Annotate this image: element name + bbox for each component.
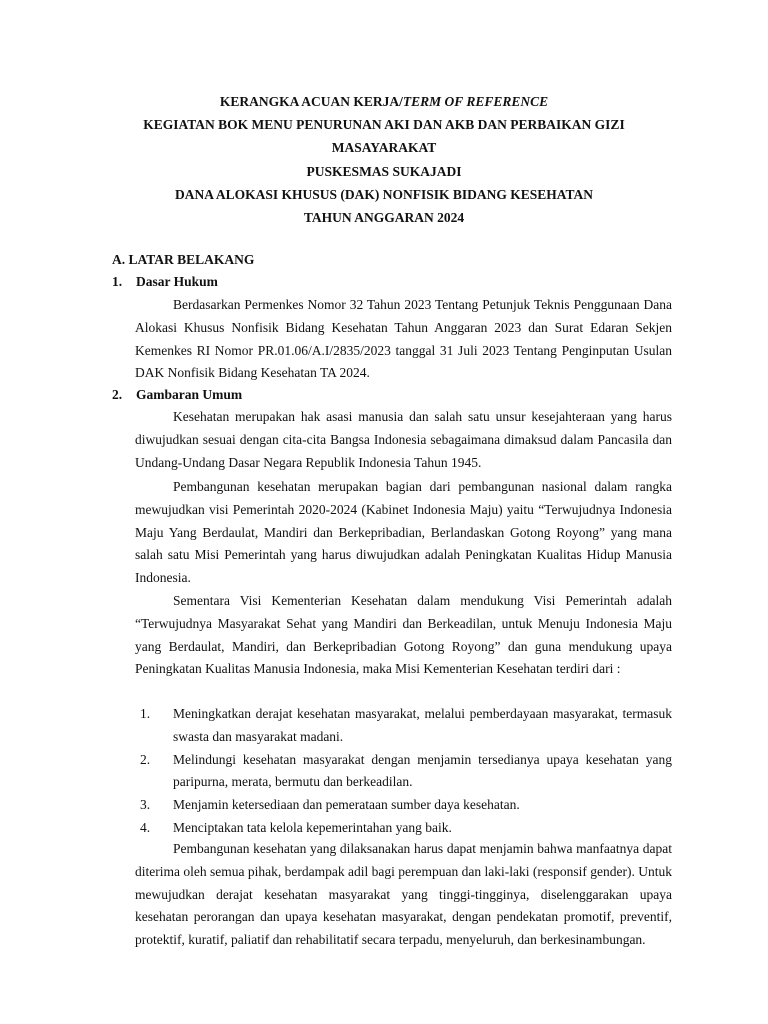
document-title <box>0 90 768 229</box>
gambaran-umum-heading <box>112 385 242 405</box>
gambaran-umum-closing-paragraph: Pembangunan kesehatan yang dilaksanakan harus dapat menjamin bahwa manfaatnya dapat diterima oleh semua pihak, berdampak adil bagi perempuan dan laki-laki (responsif gender). Untuk mewujudkan derajat kesehatan masyarakat yang tinggi-tingginya, diselenggarakan upaya kesehatan perorangan dan upaya kesehatan masyarakat, dengan pendekatan promotif, preventif, protektif, kuratif, paliatif dan rehabilitatif secara terpadu, menyeluruh, dan berkesinambungan. <box>135 841 672 948</box>
dasar-hukum-number: 1. <box>112 274 123 289</box>
list-item-number: 1. <box>140 706 151 721</box>
section-a-heading: A. LATAR BELAKANG <box>112 252 255 267</box>
list-item <box>135 749 672 795</box>
list-item <box>135 817 672 840</box>
list-item-number: 2. <box>140 751 151 767</box>
title-line-6: TAHUN ANGGARAN 2024 <box>303 210 465 226</box>
title-line-1 <box>0 90 768 113</box>
misi-list <box>135 703 672 840</box>
gambaran-umum-paragraph-2: Pembangunan kesehatan merupakan bagian dari pembangunan nasional dalam rangka mewujudkan visi Pemerintah 2020-2024 (Kabinet Indonesia Maju) yaitu “Terwujudnya Indonesia Maju Yang Berdaulat, Mandiri dan Berkepribadian, Berlandaskan Gotong Royong” yang mana salah satu Misi Pemerintah yang harus diwujudkan adalah Peningkatan Kualitas Hidup Manusia Indonesia. <box>135 479 672 586</box>
gambaran-umum-paragraph-1: Kesehatan merupakan hak asasi manusia dan salah satu unsur kesejahteraan yang harus diwujudkan sesuai dengan cita-cita Bangsa Indonesia sebagaimana dimaksud dalam Pancasila dan Undang-Undang Dasar Negara Republik Indonesia Tahun 1945. <box>135 409 672 470</box>
gambaran-umum-number: 2. <box>112 387 123 402</box>
list-item-text: Melindungi kesehatan masyarakat dengan menjamin tersedianya upaya kesehatan yang paripurna, merata, bermutu dan berkeadilan. <box>173 751 672 790</box>
title-line-5: DANA ALOKASI KHUSUS (DAK) NONFISIK BIDANG KESEHATAN <box>174 186 594 202</box>
gambaran-umum-paragraph-3: Sementara Visi Kementerian Kesehatan dalam mendukung Visi Pemerintah adalah “Terwujudnya Masyarakat Sehat yang Mandiri dan Berkeadilan, untuk Menuju Indonesia Maju yang Berdaulat, Mandiri, dan Berkepribadian Gotong Royong” dan guna mendukung upaya Peningkatan Kualitas Manusia Indonesia, maka Misi Kementerian Kesehatan terdiri dari : <box>135 593 672 677</box>
title-line-1-main: KERANGKA ACUAN KERJA/ <box>219 94 403 109</box>
list-item <box>135 794 672 817</box>
list-item-number: 3. <box>140 797 151 813</box>
list-item-text: Menciptakan tata kelola kepemerintahan yang baik. <box>173 819 452 835</box>
gambaran-umum-title: Gambaran Umum <box>136 387 243 402</box>
title-line-2: KEGIATAN BOK MENU PENURUNAN AKI DAN AKB DAN PERBAIKAN GIZI <box>143 117 625 133</box>
title-line-3: MASAYARAKAT <box>331 140 437 156</box>
list-item <box>135 703 672 749</box>
dasar-hukum-heading <box>112 272 218 292</box>
list-item-number: 4. <box>140 819 151 835</box>
dasar-hukum-title: Dasar Hukum <box>136 274 218 289</box>
list-item-text: Meningkatkan derajat kesehatan masyarakat, melalui pemberdayaan masyarakat, termasuk swasta dan masyarakat madani. <box>173 706 672 744</box>
list-item-text: Menjamin ketersediaan dan pemerataan sumber daya kesehatan. <box>173 797 520 813</box>
dasar-hukum-paragraph: Berdasarkan Permenkes Nomor 32 Tahun 2023 Tentang Petunjuk Teknis Penggunaan Dana Alokasi Khusus Nonfisik Bidang Kesehatan Tahun Anggaran 2023 dan Surat Edaran Sekjen Kemenkes RI Nomor PR.01.06/A.I/2835/2023 tanggal 31 Juli 2023 Tentang Penginputan Usulan DAK Nonfisik Bidang Kesehatan TA 2024. <box>135 297 672 381</box>
title-line-1-italic: TERM OF REFERENCE <box>402 94 549 109</box>
title-line-4: PUSKESMAS SUKAJADI <box>306 163 462 179</box>
